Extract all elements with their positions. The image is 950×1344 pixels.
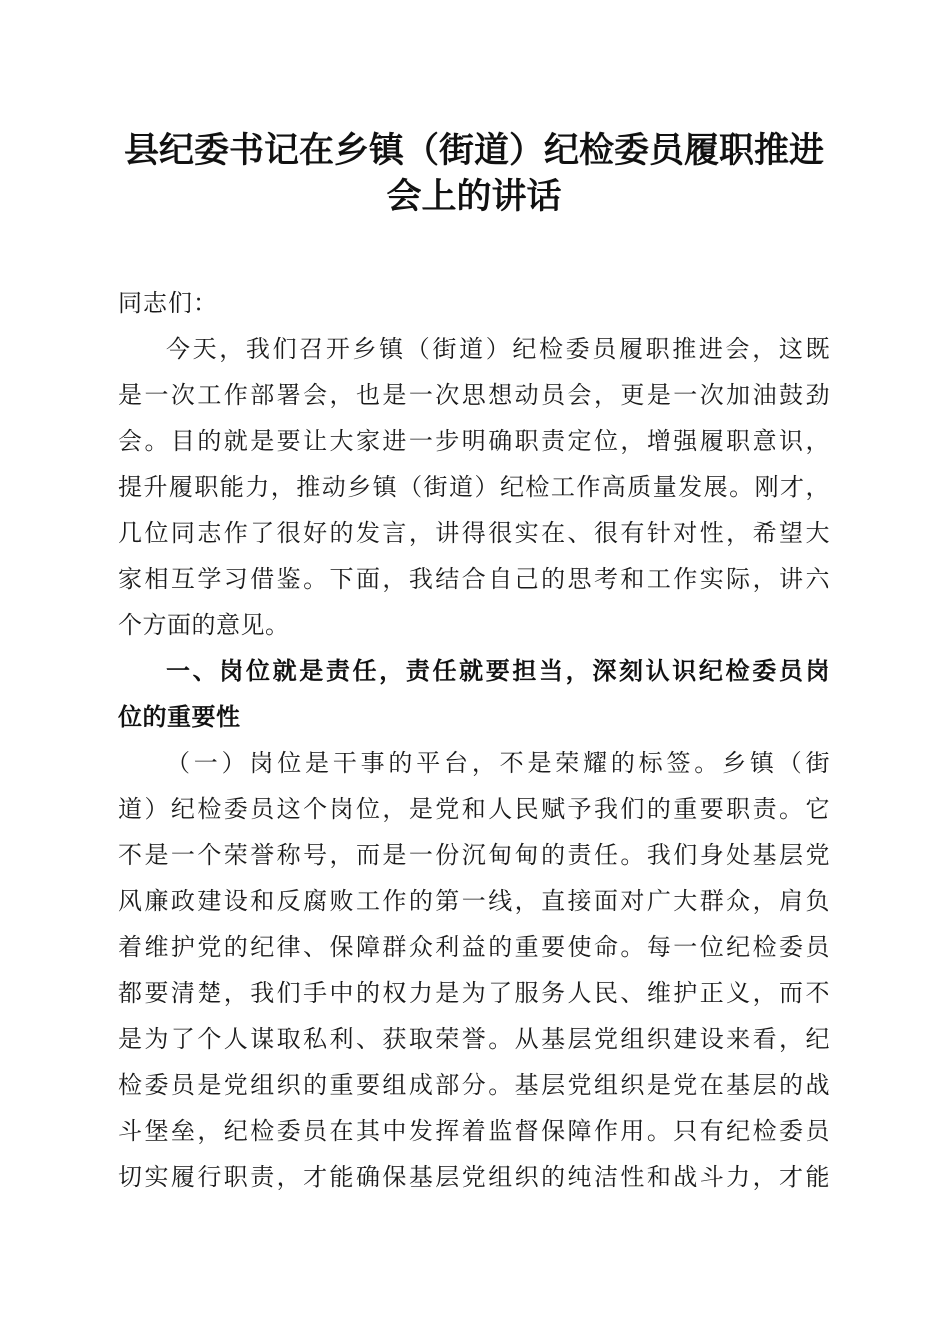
text-line: 斗堡垒，纪检委员在其中发挥着监督保障作用。只有纪检委员 [118, 1117, 830, 1145]
title-line: 会上的讲话 [386, 176, 562, 217]
section-paragraph [118, 740, 830, 1200]
intro-paragraph [118, 326, 830, 648]
text-line: 不是一个荣誉称号，而是一份沉甸甸的责任。我们身处基层党 [118, 841, 830, 869]
heading-line: 位的重要性 [118, 703, 241, 731]
text-line: 风廉政建设和反腐败工作的第一线，直接面对广大群众，肩负 [118, 887, 830, 915]
text-line: 都要清楚，我们手中的权力是为了服务人民、维护正义，而不 [118, 979, 830, 1007]
section-heading [118, 648, 830, 740]
text-line: 几位同志作了很好的发言，讲得很实在、很有针对性，希望大 [118, 519, 830, 547]
text-line: 切实履行职责，才能确保基层党组织的纯洁性和战斗力，才能 [118, 1163, 830, 1191]
text-line: 个方面的意见。 [118, 611, 290, 639]
document-page [118, 128, 830, 1200]
text-line: 检委员是党组织的重要组成部分。基层党组织是党在基层的战 [118, 1071, 830, 1099]
text-line: 家相互学习借鉴。下面，我结合自己的思考和工作实际，讲六 [118, 565, 830, 593]
text-line: （一）岗位是干事的平台，不是荣耀的标签。乡镇（街 [166, 749, 830, 777]
text-line: 着维护党的纪律、保障群众利益的重要使命。每一位纪检委员 [118, 933, 830, 961]
text-line: 提升履职能力，推动乡镇（街道）纪检工作高质量发展。刚才， [118, 473, 830, 501]
text-line: 道）纪检委员这个岗位，是党和人民赋予我们的重要职责。它 [118, 795, 830, 823]
text-line: 会。目的就是要让大家进一步明确职责定位，增强履职意识， [118, 427, 830, 455]
text-line: 是一次工作部署会，也是一次思想动员会，更是一次加油鼓劲 [118, 381, 830, 409]
text-line: 今天，我们召开乡镇（街道）纪检委员履职推进会，这既 [166, 335, 830, 363]
heading-line: 一、岗位就是责任，责任就要担当，深刻认识纪检委员岗 [166, 657, 830, 685]
text-line: 是为了个人谋取私利、获取荣誉。从基层党组织建设来看，纪 [118, 1025, 830, 1053]
document-title [118, 128, 830, 220]
title-line: 县纪委书记在乡镇（街道）纪检委员履职推进 [123, 130, 824, 171]
salutation: 同志们： [118, 289, 218, 317]
